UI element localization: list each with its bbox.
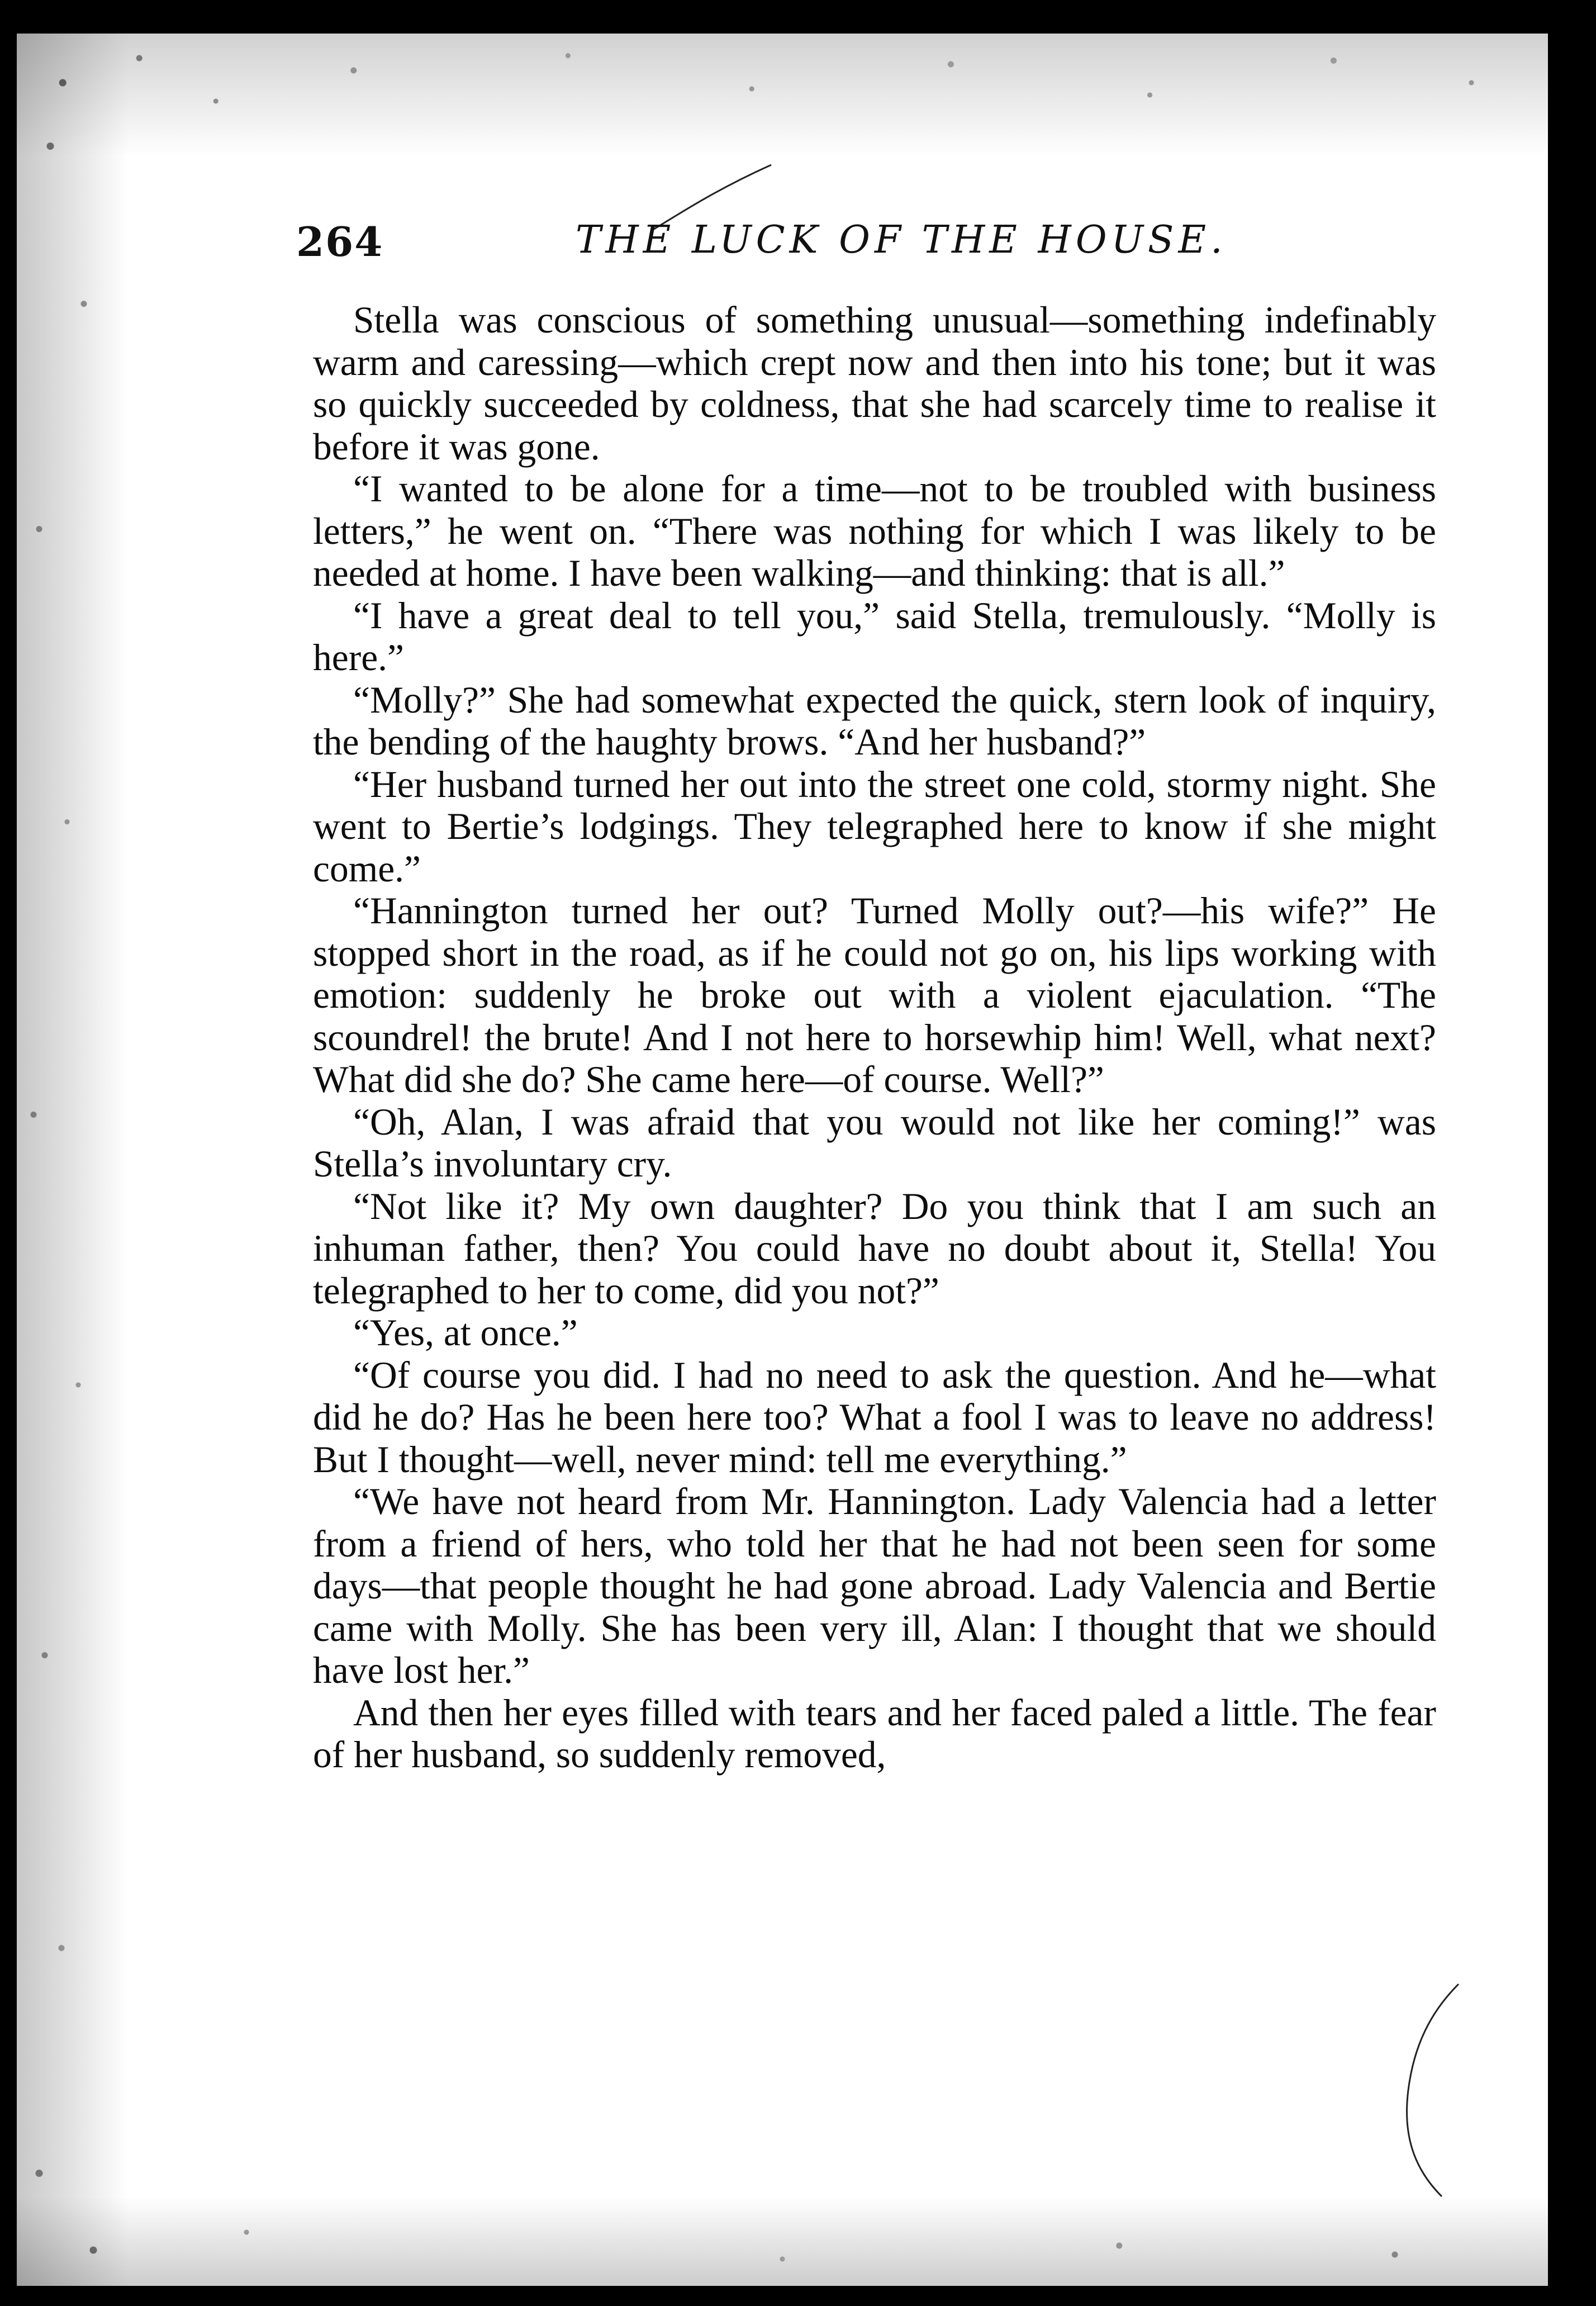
paragraph: “Yes, at once.” xyxy=(353,1312,578,1354)
paragraph: Stella was conscious of something unusual—something indefinably warm and caressing—which crept now and then into his tone; but it was so quickly succeeded by coldness, that she had scarcely time to realise it before it was gone. xyxy=(313,299,1436,468)
page-edge-stain-left xyxy=(17,34,129,2286)
page-header xyxy=(296,218,1470,279)
paragraph: “Not like it? My own daughter? Do you think that I am such an inhuman father, then? You could have no doubt about it, Stella! You telegraphed to her to come, did you not?” xyxy=(313,1185,1436,1312)
paragraph: “Of course you did. I had no need to ask the question. And he—what did he do? Has he been here too? What a fool I was to leave no address! But I thought—well, never mind: tell me everything.” xyxy=(313,1354,1436,1481)
page-edge-stain-top xyxy=(17,34,1548,156)
paragraph: “I have a great deal to tell you,” said Stella, tremulously. “Molly is here.” xyxy=(313,594,1436,678)
paragraph: “Oh, Alan, I was afraid that you would not like her coming!” was Stella’s involuntary cry. xyxy=(313,1100,1436,1185)
paragraph: “Molly?” She had somewhat expected the quick, stern look of inquiry, the bending of the haughty brows. “And her husband?” xyxy=(313,678,1436,763)
running-head: THE LUCK OF THE HOUSE. xyxy=(576,218,1227,262)
page-number: 264 xyxy=(296,218,384,265)
page-edge-stain-bottom xyxy=(17,2196,1548,2286)
paragraph: And then her eyes filled with tears and her faced paled a little. The fear of her husband, so suddenly removed, xyxy=(313,1691,1436,1776)
book-page xyxy=(17,34,1548,2286)
paragraph: “Hannington turned her out? Turned Molly out?—his wife?” He stopped short in the road, as if he could not go on, his lips working with emotion: suddenly he broke out with a violent ejaculation. “The scoundrel! the brute! And I not here to horsewhip him! Well, what next? What did she do? She came here—of course. Well?” xyxy=(313,890,1436,1100)
margin-bracket-icon xyxy=(1380,1978,1464,2202)
paragraph: “We have not heard from Mr. Hannington. Lady Valencia had a letter from a friend of hers, who told her that he had not been seen for some days—that people thought he had gone abroad. Lady Valencia and Bertie came with Molly. She has been very ill, Alan: I thought that we should have lost her.” xyxy=(313,1481,1436,1691)
paragraph: “I wanted to be alone for a time—not to be troubled with business letters,” he went on. “There was nothing for which I was likely to be needed at home. I have been walking—and thinking: that is all.” xyxy=(313,468,1436,594)
body-text xyxy=(313,299,1436,1776)
paragraph: “Her husband turned her out into the street one cold, stormy night. She went to Bertie’s lodgings. They telegraphed here to know if she might come.” xyxy=(313,763,1436,890)
scan-border-right xyxy=(1548,34,1596,2306)
